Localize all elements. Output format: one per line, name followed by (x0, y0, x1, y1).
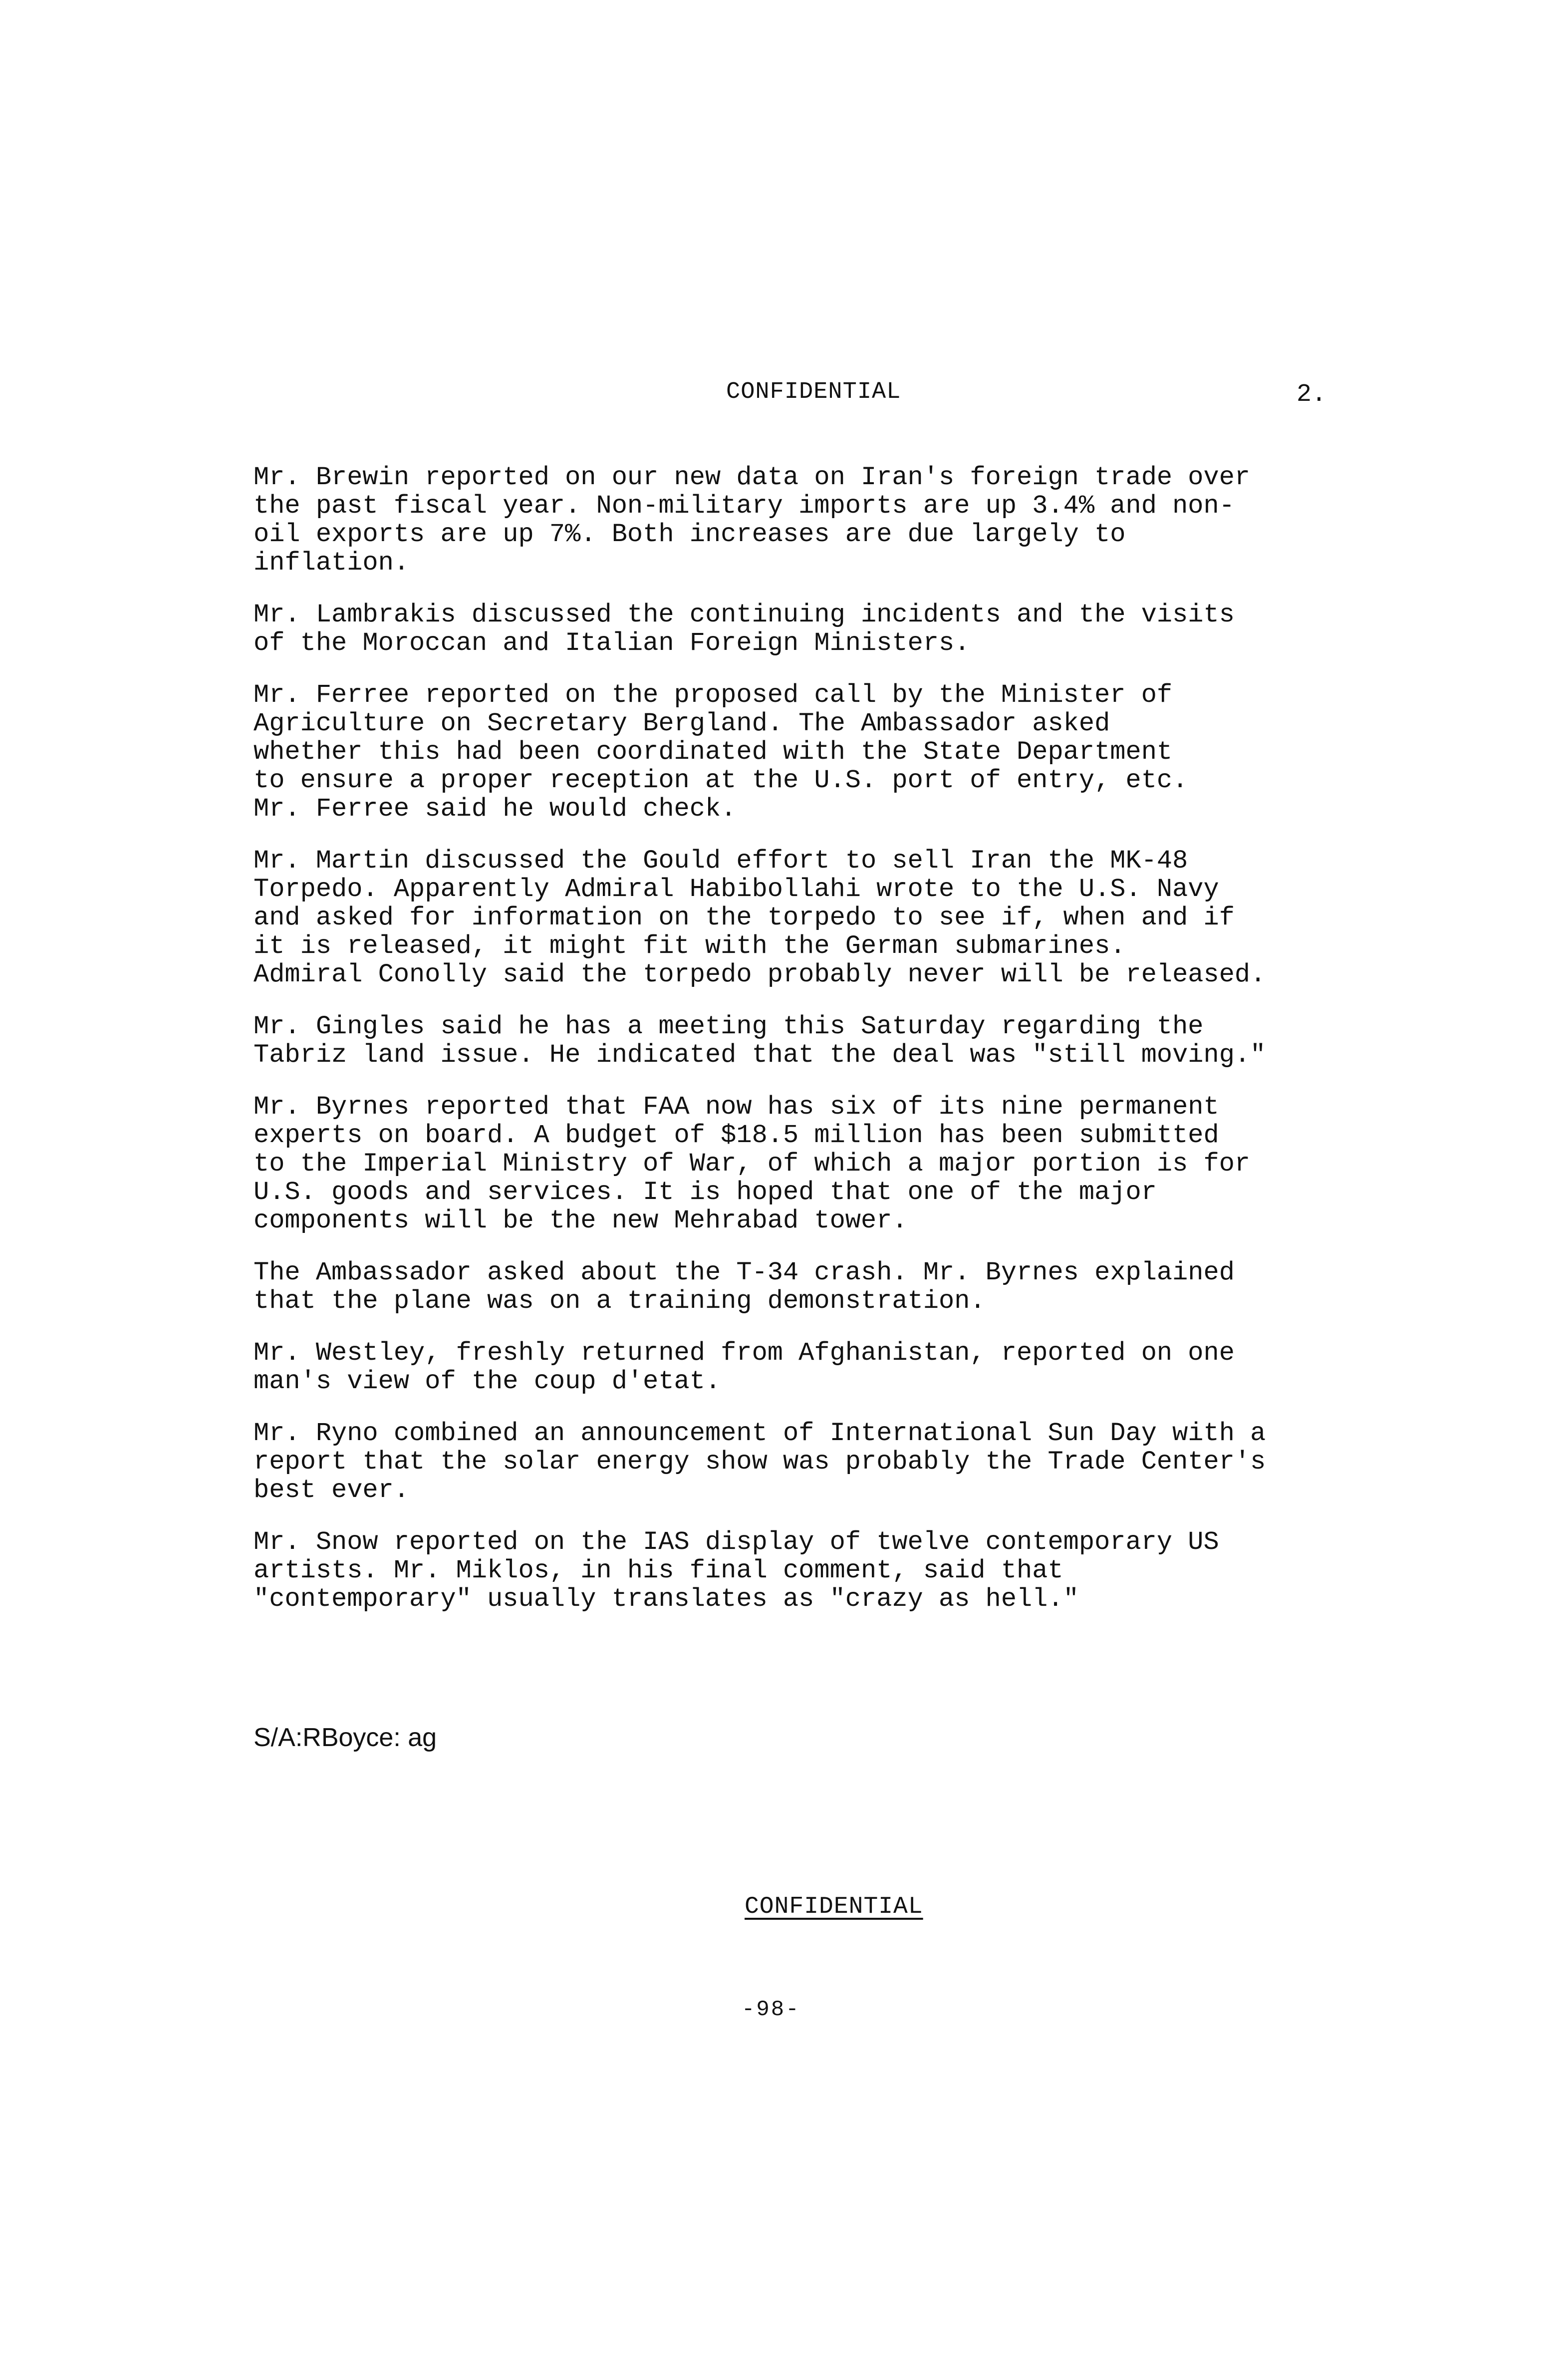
paragraph-line: it is released, it might fit with the German submarines. (254, 931, 1126, 961)
paragraph-lambrakis (254, 600, 1371, 657)
paragraph-line: experts on board. A budget of $18.5 million has been submitted (254, 1121, 1219, 1150)
paragraph-line: Mr. Martin discussed the Gould effort to sell Iran the MK-48 (254, 846, 1188, 876)
paragraph-line: Mr. Ryno combined an announcement of International Sun Day with a (254, 1419, 1266, 1448)
footer-page-label: -98- (742, 1997, 800, 2022)
paragraph-line: artists. Mr. Miklos, in his final comment, said that (254, 1556, 1063, 1585)
paragraph-line: Mr. Ferree said he would check. (254, 794, 737, 824)
paragraph-line: that the plane was on a training demonstration. (254, 1286, 986, 1316)
header-classification: CONFIDENTIAL (726, 379, 901, 405)
paragraph-line: inflation. (254, 548, 410, 578)
paragraph-line: Mr. Snow reported on the IAS display of twelve contemporary US (254, 1527, 1219, 1557)
paragraph-line: Torpedo. Apparently Admiral Habibollahi wrote to the U.S. Navy (254, 875, 1219, 904)
paragraph-line: Agriculture on Secretary Bergland. The Ambassador asked (254, 709, 1110, 738)
paragraph-line: Mr. Brewin reported on our new data on Iran's foreign trade over (254, 463, 1251, 492)
drafter-initials: S/A:RBoyce: ag (254, 1723, 437, 1752)
paragraph-martin (254, 847, 1371, 989)
paragraph-line: Mr. Ferree reported on the proposed call by the Minister of (254, 680, 1173, 710)
paragraph-line: Mr. Byrnes reported that FAA now has six of its nine permanent (254, 1092, 1219, 1122)
paragraph-snow (254, 1528, 1371, 1613)
paragraph-line: The Ambassador asked about the T-34 crash. Mr. Byrnes explained (254, 1258, 1235, 1287)
footer-classification: CONFIDENTIAL (745, 1893, 923, 1920)
paragraph-line: to the Imperial Ministry of War, of which a major portion is for (254, 1149, 1251, 1179)
paragraph-gingles (254, 1012, 1371, 1069)
paragraph-ferree (254, 681, 1371, 823)
paragraph-line: Mr. Westley, freshly returned from Afghanistan, reported on one (254, 1338, 1235, 1368)
paragraph-brewin (254, 463, 1371, 577)
paragraph-westley (254, 1339, 1371, 1396)
paragraph-line: Mr. Lambrakis discussed the continuing incidents and the visits (254, 600, 1235, 629)
paragraph-line: and asked for information on the torpedo to see if, when and if (254, 903, 1235, 932)
paragraph-line: man's view of the coup d'etat. (254, 1367, 721, 1396)
paragraph-line: best ever. (254, 1476, 410, 1505)
paragraph-line: whether this had been coordinated with the State Department (254, 737, 1173, 767)
paragraph-line: Admiral Conolly said the torpedo probably never will be released. (254, 960, 1266, 989)
paragraph-line: the past fiscal year. Non-military imports are up 3.4% and non- (254, 491, 1235, 521)
paragraph-byrnes (254, 1093, 1371, 1235)
paragraph-line: U.S. goods and services. It is hoped that one of the major (254, 1178, 1157, 1207)
paragraph-line: Tabriz land issue. He indicated that the deal was "still moving." (254, 1040, 1266, 1070)
paragraph-line: oil exports are up 7%. Both increases are due largely to (254, 520, 1126, 549)
paragraph-line: of the Moroccan and Italian Foreign Ministers. (254, 628, 970, 658)
page-number: 2. (1297, 380, 1327, 409)
paragraph-line: "contemporary" usually translates as "crazy as hell." (254, 1584, 1079, 1614)
paragraph-ryno (254, 1419, 1371, 1504)
paragraph-line: Mr. Gingles said he has a meeting this Saturday regarding the (254, 1012, 1204, 1041)
paragraph-line: to ensure a proper reception at the U.S. port of entry, etc. (254, 766, 1188, 795)
document-body (254, 463, 1371, 1637)
paragraph-line: report that the solar energy show was probably the Trade Center's (254, 1447, 1266, 1477)
paragraph-ambassador-t34 (254, 1258, 1371, 1315)
paragraph-line: components will be the new Mehrabad tower. (254, 1206, 908, 1235)
